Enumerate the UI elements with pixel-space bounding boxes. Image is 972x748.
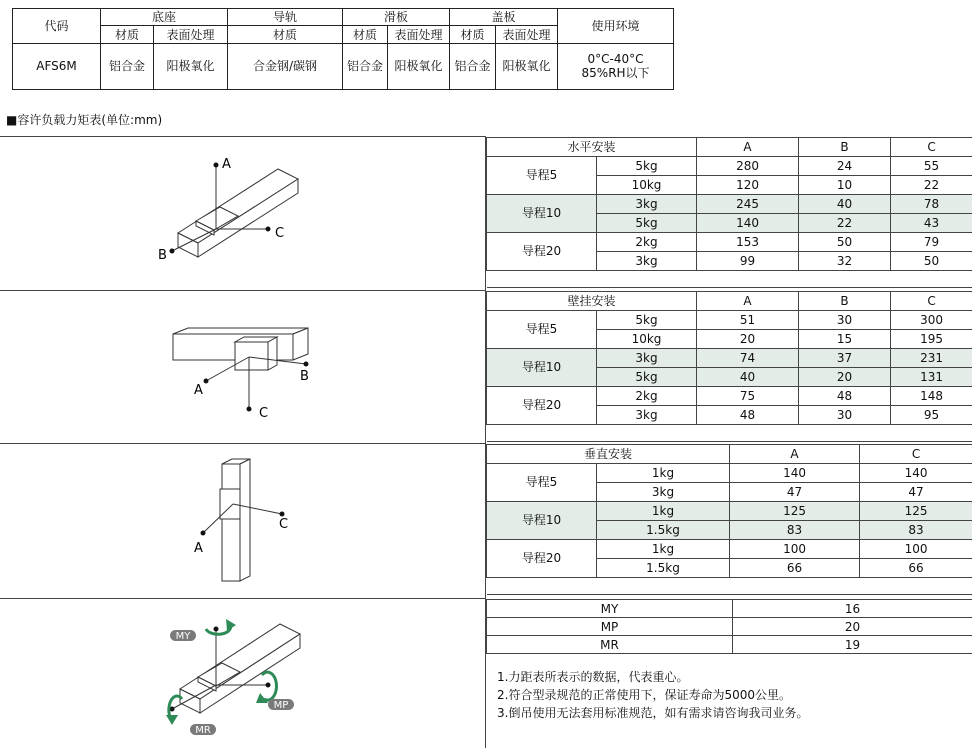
subheader-surface: 表面处理 xyxy=(154,26,228,43)
value-c: 47 xyxy=(860,483,972,502)
value-b: 20 xyxy=(799,368,891,387)
value-a: 125 xyxy=(730,502,860,521)
value-a: 40 xyxy=(697,368,799,387)
value-a: 140 xyxy=(730,464,860,483)
value-c: 79 xyxy=(891,233,972,252)
cell-cover-material: 铝合金 xyxy=(450,43,496,89)
load-weight: 3kg xyxy=(597,349,697,368)
value-c: 231 xyxy=(891,349,972,368)
load-weight: 2kg xyxy=(597,387,697,406)
cell-base-material: 铝合金 xyxy=(101,43,154,89)
moment-name: MY xyxy=(487,600,733,618)
col-header: C xyxy=(891,292,972,311)
stroke-label: 导程10 xyxy=(487,502,597,540)
value-c: 140 xyxy=(860,464,972,483)
value-a: 100 xyxy=(730,540,860,559)
moment-value: 16 xyxy=(733,600,972,618)
load-weight: 3kg xyxy=(597,483,730,502)
value-b: 10 xyxy=(799,176,891,195)
stroke-label: 导程10 xyxy=(487,195,597,233)
value-c: 148 xyxy=(891,387,972,406)
load-weight: 10kg xyxy=(597,176,697,195)
load-weight: 1kg xyxy=(597,464,730,483)
load-weight: 5kg xyxy=(597,368,697,387)
value-b: 50 xyxy=(799,233,891,252)
label-a: A xyxy=(194,541,203,556)
col-header: A xyxy=(730,445,860,464)
stroke-label: 导程5 xyxy=(487,464,597,502)
load-weight: 3kg xyxy=(597,252,697,271)
load-weight: 3kg xyxy=(597,195,697,214)
col-header: C xyxy=(891,138,972,157)
value-b: 32 xyxy=(799,252,891,271)
value-a: 74 xyxy=(697,349,799,368)
value-b: 22 xyxy=(799,214,891,233)
value-c: 66 xyxy=(860,559,972,578)
wall-mount-diagram xyxy=(0,291,485,443)
col-header: B xyxy=(799,292,891,311)
value-a: 75 xyxy=(697,387,799,406)
header-rail: 导轨 xyxy=(228,9,343,26)
value-c: 95 xyxy=(891,406,972,425)
moment-value: 19 xyxy=(733,636,972,654)
value-a: 280 xyxy=(697,157,799,176)
table-spacer xyxy=(487,578,972,595)
moment-name: MR xyxy=(487,636,733,654)
label-a: A xyxy=(222,157,231,172)
value-c: 125 xyxy=(860,502,972,521)
vertical-mount-diagram xyxy=(0,444,485,598)
subheader-material: 材质 xyxy=(101,26,154,43)
value-b: 24 xyxy=(799,157,891,176)
moment-table xyxy=(486,599,972,654)
label-b: B xyxy=(158,248,167,263)
load-weight: 2kg xyxy=(597,233,697,252)
spec-table xyxy=(12,8,674,90)
moment-diagram xyxy=(0,599,485,748)
load-weight: 3kg xyxy=(597,406,697,425)
cell-slide-surface: 阳极氧化 xyxy=(388,43,450,89)
label-mr: MR xyxy=(195,725,211,736)
arrow-head-icon xyxy=(256,693,268,703)
stroke-label: 导程5 xyxy=(487,157,597,195)
header-base: 底座 xyxy=(101,9,228,26)
stroke-label: 导程20 xyxy=(487,233,597,271)
cell-base-surface: 阳极氧化 xyxy=(154,43,228,89)
env-humidity: 85%RH以下 xyxy=(581,66,650,81)
load-weight: 5kg xyxy=(597,311,697,330)
header-code: 代码 xyxy=(13,9,101,44)
value-c: 131 xyxy=(891,368,972,387)
subheader-material: 材质 xyxy=(450,26,496,43)
stroke-label: 导程10 xyxy=(487,349,597,387)
notes xyxy=(497,668,808,722)
col-header: A xyxy=(697,138,799,157)
col-header: C xyxy=(860,445,972,464)
label-mp: MP xyxy=(273,700,289,711)
value-b: 30 xyxy=(799,311,891,330)
value-b: 40 xyxy=(799,195,891,214)
cell-env xyxy=(558,43,674,89)
wall-load-table xyxy=(486,291,972,442)
label-c: C xyxy=(275,226,285,241)
value-a: 51 xyxy=(697,311,799,330)
value-a: 245 xyxy=(697,195,799,214)
value-c: 78 xyxy=(891,195,972,214)
load-weight: 10kg xyxy=(597,330,697,349)
table-spacer xyxy=(487,271,972,288)
load-weight: 1kg xyxy=(597,540,730,559)
value-a: 83 xyxy=(730,521,860,540)
mount-title: 垂直安装 xyxy=(487,445,730,464)
cell-slide-material: 铝合金 xyxy=(343,43,388,89)
col-header: A xyxy=(697,292,799,311)
mount-title: 水平安装 xyxy=(487,138,697,157)
label-my: MY xyxy=(175,631,191,642)
cell-rail-material: 合金钢/碳钢 xyxy=(228,43,343,89)
load-weight: 5kg xyxy=(597,157,697,176)
value-c: 43 xyxy=(891,214,972,233)
cell-code: AFS6M xyxy=(13,43,101,89)
load-weight: 1.5kg xyxy=(597,559,730,578)
horizontal-mount-diagram xyxy=(0,137,485,290)
subheader-material: 材质 xyxy=(228,26,343,43)
value-b: 37 xyxy=(799,349,891,368)
col-header: B xyxy=(799,138,891,157)
note-item: 2.符合型录规范的正常使用下，保证寿命为5000公里。 xyxy=(497,688,791,702)
label-b: B xyxy=(300,369,309,384)
note-item: 1.力距表所表示的数据，代表重心。 xyxy=(497,670,689,684)
label-c: C xyxy=(279,517,289,532)
moment-value: 20 xyxy=(733,618,972,636)
value-c: 22 xyxy=(891,176,972,195)
cell-cover-surface: 阳极氧化 xyxy=(496,43,558,89)
subheader-material: 材质 xyxy=(343,26,388,43)
value-b: 15 xyxy=(799,330,891,349)
load-weight: 5kg xyxy=(597,214,697,233)
header-env: 使用环境 xyxy=(558,9,674,44)
value-c: 100 xyxy=(860,540,972,559)
stroke-label: 导程20 xyxy=(487,540,597,578)
stroke-label: 导程5 xyxy=(487,311,597,349)
vertical-load-table xyxy=(486,444,972,595)
value-b: 48 xyxy=(799,387,891,406)
value-c: 195 xyxy=(891,330,972,349)
header-slide: 滑板 xyxy=(343,9,450,26)
value-a: 66 xyxy=(730,559,860,578)
stroke-label: 导程20 xyxy=(487,387,597,425)
value-c: 50 xyxy=(891,252,972,271)
label-c: C xyxy=(259,406,269,421)
subheader-surface: 表面处理 xyxy=(388,26,450,43)
section-title: ■容许负载力矩表(单位:mm) xyxy=(6,113,163,127)
note-item: 3.倒吊使用无法套用标准规范，如有需求请咨询我司业务。 xyxy=(497,706,809,720)
header-cover: 盖板 xyxy=(450,9,558,26)
table-spacer xyxy=(487,425,972,442)
value-c: 300 xyxy=(891,311,972,330)
value-a: 47 xyxy=(730,483,860,502)
value-c: 55 xyxy=(891,157,972,176)
label-a: A xyxy=(194,383,203,398)
moment-name: MP xyxy=(487,618,733,636)
value-a: 99 xyxy=(697,252,799,271)
arrow-head-icon xyxy=(166,715,178,725)
value-b: 30 xyxy=(799,406,891,425)
value-a: 140 xyxy=(697,214,799,233)
load-weight: 1.5kg xyxy=(597,521,730,540)
load-weight: 1kg xyxy=(597,502,730,521)
subheader-surface: 表面处理 xyxy=(496,26,558,43)
mount-title: 壁挂安装 xyxy=(487,292,697,311)
value-a: 48 xyxy=(697,406,799,425)
value-a: 120 xyxy=(697,176,799,195)
value-a: 20 xyxy=(697,330,799,349)
horizontal-load-table xyxy=(486,137,972,288)
value-c: 83 xyxy=(860,521,972,540)
env-temperature: 0°C-40°C xyxy=(587,52,644,67)
value-a: 153 xyxy=(697,233,799,252)
